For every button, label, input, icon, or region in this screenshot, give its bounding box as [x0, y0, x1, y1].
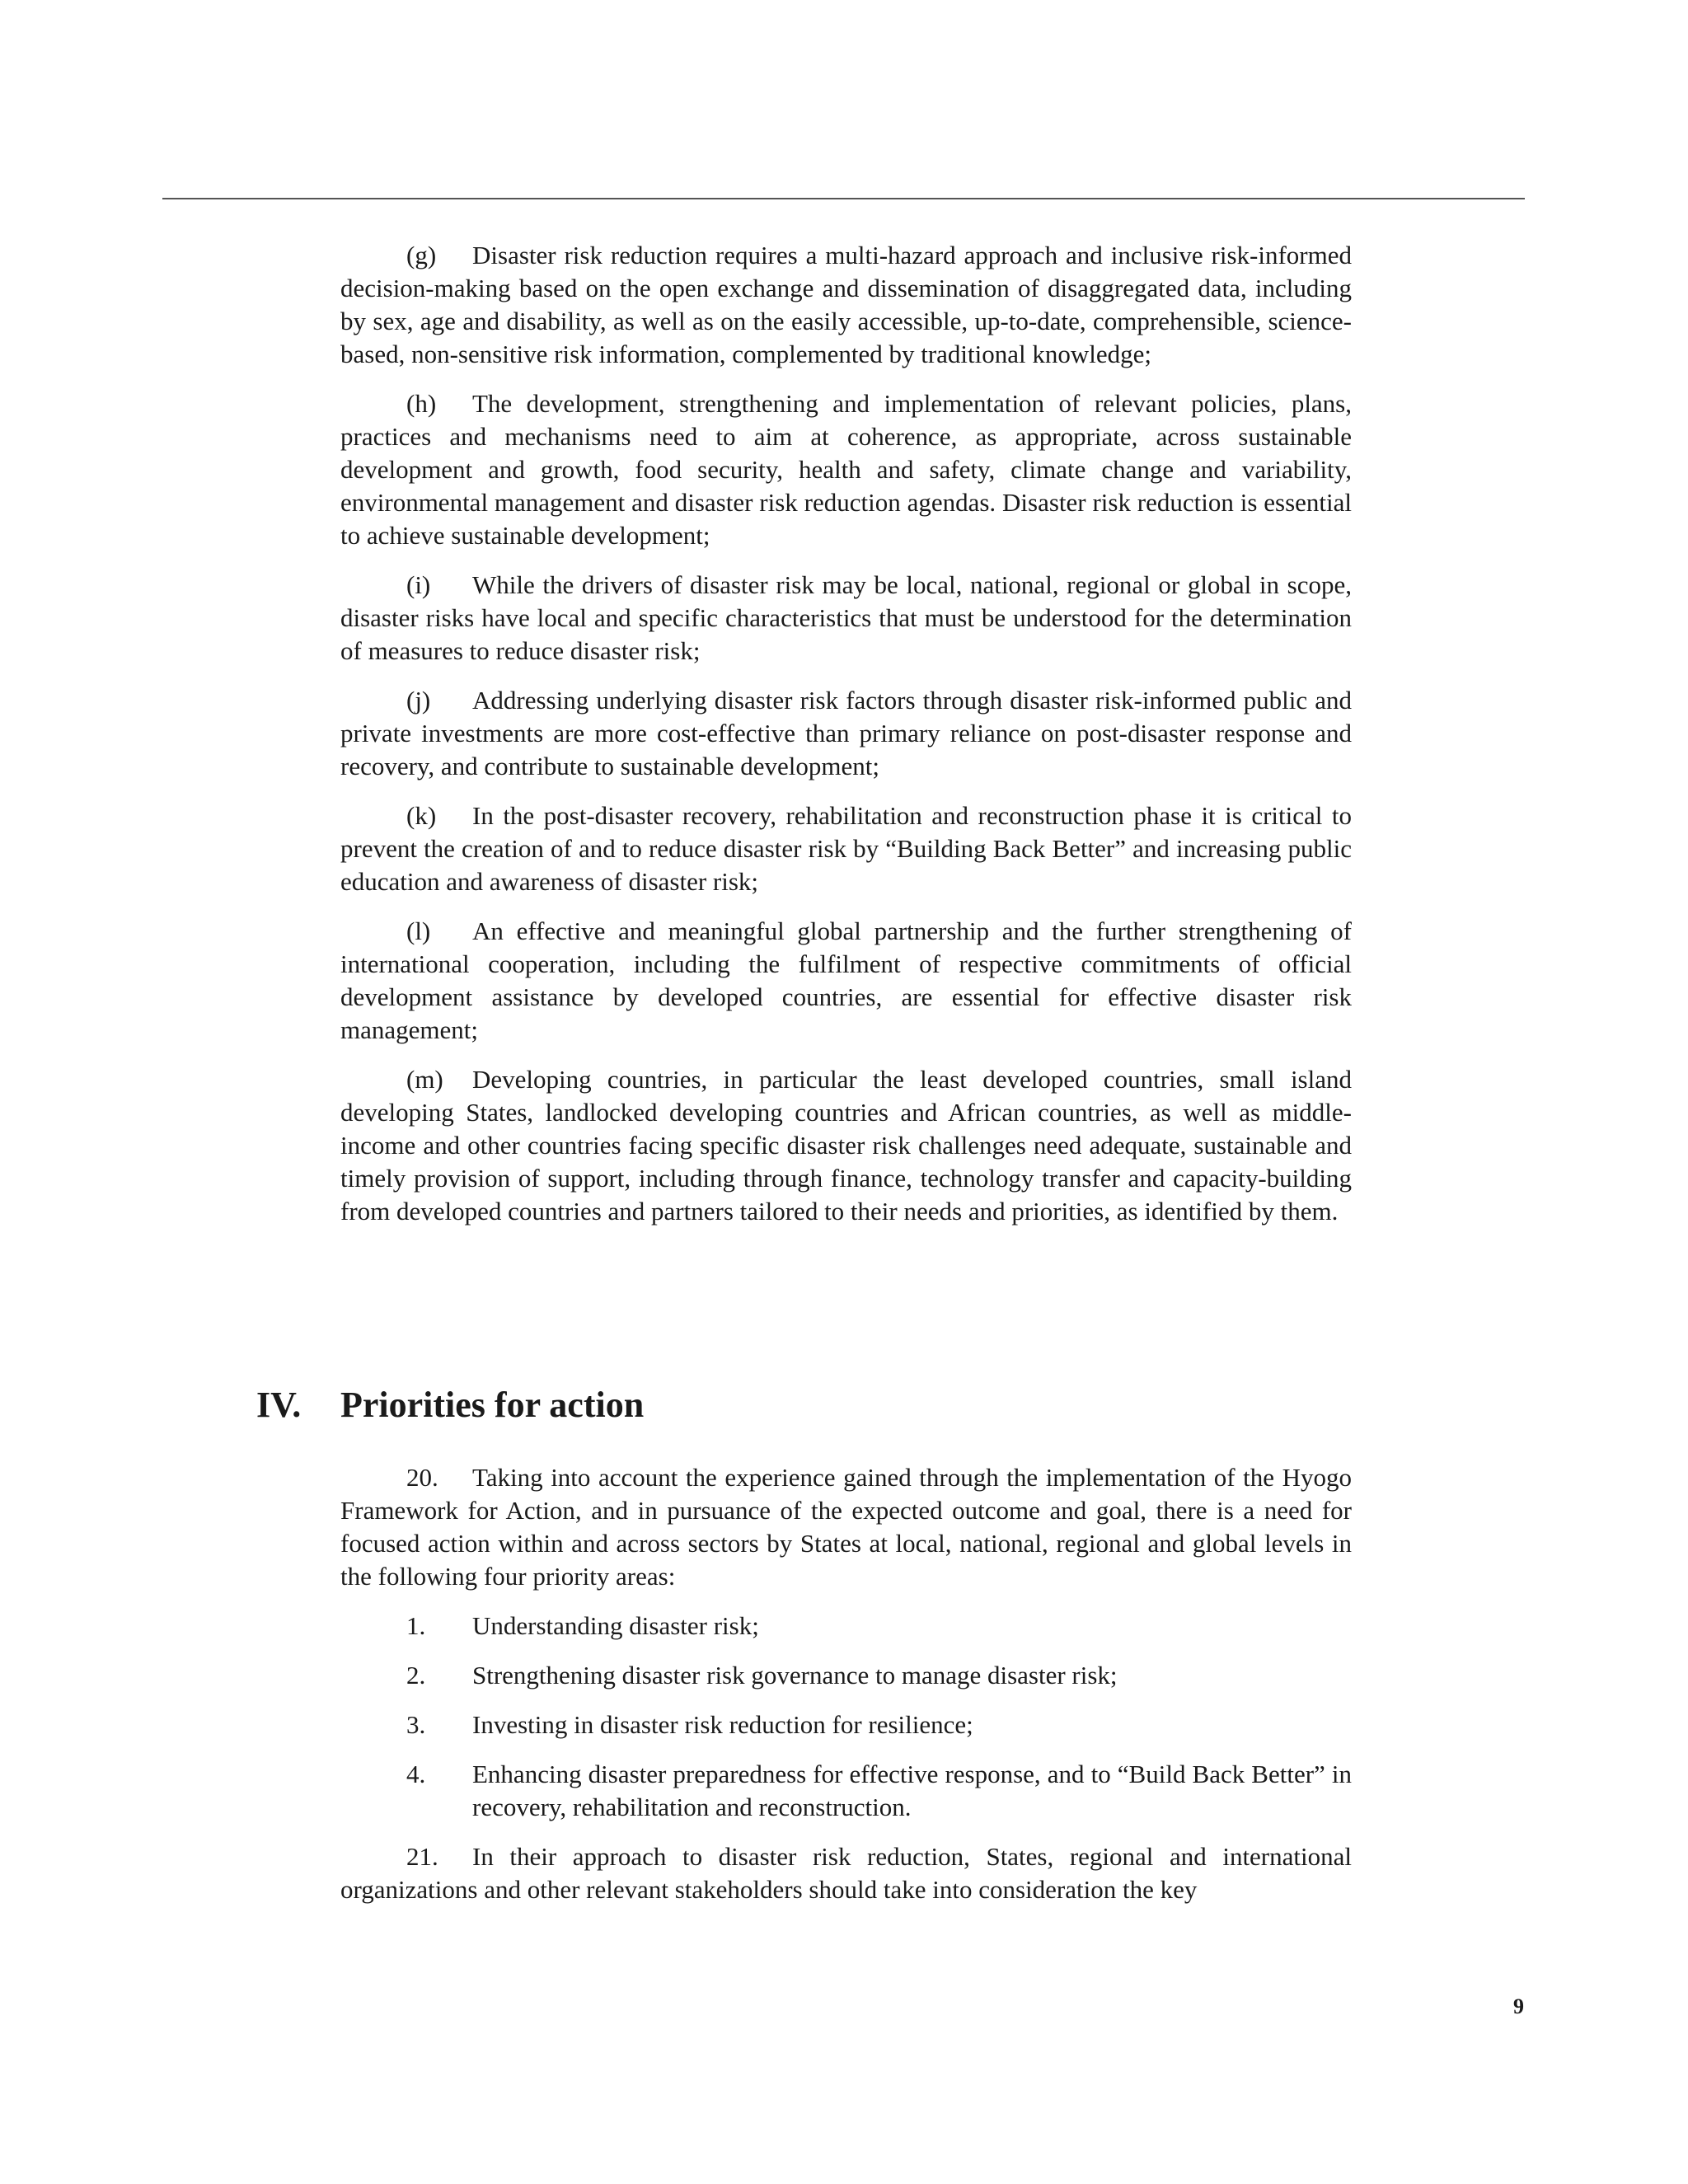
priority-number: 1.: [406, 1611, 426, 1640]
page-number: 9: [1513, 1994, 1524, 2018]
paragraph-number: 20.: [406, 1463, 438, 1492]
paragraph-marker: (m): [406, 1065, 443, 1094]
paragraph-marker: (i): [406, 570, 431, 599]
priority-number: 4.: [406, 1760, 426, 1788]
priority-item: [340, 1708, 1352, 1741]
section-heading: [256, 1385, 644, 1426]
paragraph-j: [340, 684, 1352, 783]
paragraph-text: Developing countries, in particular the least developed countries, small island developing States, landlocked developing countries and African countries, as well as middle-income and other countries facing specific disaster risk challenges need adequate, sustainable and timely provision of support, including through finance, technology transfer and capacity-building from developed countries and partners tailored to their needs and priorities, as identified by them.: [340, 1065, 1352, 1226]
paragraph-text: The development, strengthening and implementation of relevant policies, plans, practices and mechanisms need to aim at coherence, as appropriate, across sustainable development and growth, food security, health and safety, climate change and variability, environmental management and disaster risk reduction agendas. Disaster risk reduction is essential to achieve sustainable development;: [340, 389, 1352, 550]
priority-text: Investing in disaster risk reduction for resilience;: [472, 1710, 973, 1739]
paragraph-marker: (k): [406, 801, 437, 830]
header-rule: [162, 198, 1525, 199]
paragraph-20: [340, 1461, 1352, 1593]
priority-item: [340, 1758, 1352, 1824]
paragraph-g: [340, 239, 1352, 371]
paragraph-text: Disaster risk reduction requires a multi-hazard approach and inclusive risk-informed decision-making based on the open exchange and dissemination of disaggregated data, including by sex, age and disability, as well as on the easily accessible, up-to-date, comprehensible, science-based, non-sensitive risk information, complemented by traditional knowledge;: [340, 241, 1352, 368]
paragraph-text: While the drivers of disaster risk may be local, national, regional or global in scope, disaster risks have local and specific characteristics that must be understood for the determination of measures to reduce disaster risk;: [340, 570, 1352, 665]
paragraph-text: An effective and meaningful global partnership and the further strengthening of international cooperation, including the fulfilment of respective commitments of official development assistance by developed countries, are essential for effective disaster risk management;: [340, 916, 1352, 1044]
paragraph-i: [340, 569, 1352, 668]
paragraph-k: [340, 799, 1352, 898]
paragraph-marker: (j): [406, 686, 431, 715]
paragraph-number: 21.: [406, 1842, 438, 1871]
paragraph-h: [340, 387, 1352, 552]
paragraph-m: [340, 1063, 1352, 1228]
priority-text: Understanding disaster risk;: [472, 1611, 759, 1640]
paragraph-text: Addressing underlying disaster risk factors through disaster risk-informed public and private investments are more cost-effective than primary reliance on post-disaster response and recovery, and contribute to sustainable development;: [340, 686, 1352, 780]
paragraph-l: [340, 915, 1352, 1047]
priority-number: 3.: [406, 1710, 426, 1739]
priorities-section: [340, 1461, 1352, 1923]
section-title: Priorities for action: [340, 1385, 645, 1425]
priority-list: [340, 1610, 1352, 1824]
priority-item: [340, 1659, 1352, 1692]
paragraph-text: In their approach to disaster risk reduction, States, regional and international organizations and other relevant stakeholders should take into consideration the key: [340, 1842, 1352, 1904]
priority-number: 2.: [406, 1661, 426, 1690]
paragraph-marker: (g): [406, 241, 437, 269]
paragraph-21: [340, 1840, 1352, 1906]
priority-text: Strengthening disaster risk governance to manage disaster risk;: [472, 1661, 1118, 1690]
paragraph-marker: (h): [406, 389, 437, 418]
paragraph-marker: (l): [406, 916, 431, 945]
principles-list: [340, 239, 1352, 1244]
paragraph-text: Taking into account the experience gained through the implementation of the Hyogo Framework for Action, and in pursuance of the expected outcome and goal, there is a need for focused action within and across sectors by States at local, national, regional and global levels in the following four priority areas:: [340, 1463, 1352, 1591]
priority-item: [340, 1610, 1352, 1643]
priority-text: Enhancing disaster preparedness for effective response, and to “Build Back Better” in recovery, rehabilitation and reconstruction.: [472, 1760, 1352, 1821]
section-number: IV.: [256, 1385, 302, 1425]
paragraph-text: In the post-disaster recovery, rehabilitation and reconstruction phase it is critical to prevent the creation of and to reduce disaster risk by “Building Back Better” and increasing public education and awareness of disaster risk;: [340, 801, 1352, 896]
